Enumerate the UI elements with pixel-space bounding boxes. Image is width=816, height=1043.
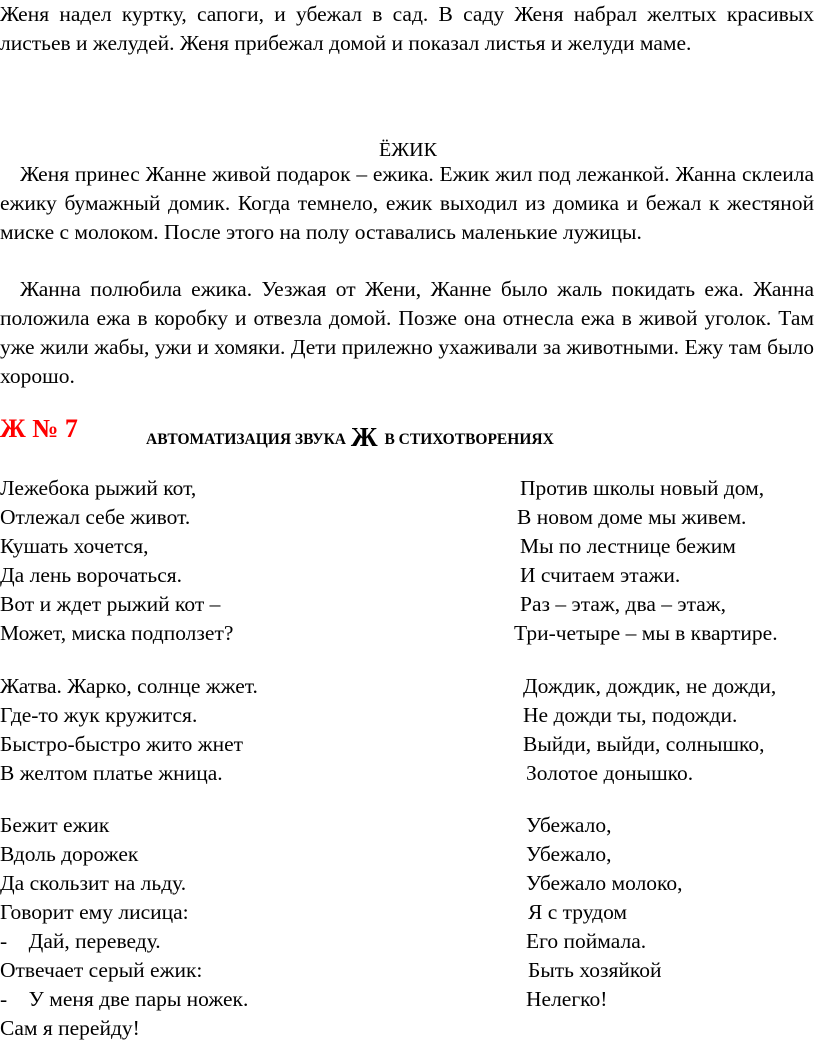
poem-line: Золотое донышко. — [526, 761, 694, 785]
poem-line: И считаем этажи. — [520, 563, 681, 587]
poem-3-left-column — [0, 811, 248, 1043]
poem-line: Раз – этаж, два – этаж, — [520, 592, 727, 616]
poem-line: Убежало, — [526, 813, 612, 837]
poem-line: Отвечает серый ежик: — [0, 958, 203, 982]
poem-line: Сам я перейду! — [0, 1016, 140, 1040]
poem-line: Дождик, дождик, не дожди, — [523, 674, 777, 698]
poem-line: Убежало молоко, — [526, 871, 683, 895]
story-paragraph: Жанна полюбила ежика. Уезжая от Жени, Жанне было жаль покидать ежа. Жанна положила ежа в коробку и отвезла домой. Позже она отнесла ежа в живой уголок. Там уже жили жабы, ужи и хомяки. Дети прилежно ухаживали за животными. Ежу там было хорошо. — [0, 277, 814, 388]
poem-line: Быстро-быстро жито жнет — [0, 732, 244, 756]
poem-line: Может, миска подползет? — [0, 621, 234, 645]
section-number: Ж № 7 — [0, 414, 78, 443]
poem-line: Отлежал себе живот. — [0, 505, 191, 529]
poem-line: Мы по лестнице бежим — [520, 534, 736, 558]
poem-2-left-column — [0, 672, 258, 788]
poem-line: Быть хозяйкой — [528, 958, 662, 982]
poem-line: Нелегко! — [526, 987, 608, 1011]
section-title-letter: Ж — [350, 422, 378, 452]
poem-line: - Дай, переведу. — [0, 929, 161, 953]
poem-1-right-column — [514, 474, 778, 648]
poem-line: Жатва. Жарко, солнце жжет. — [0, 674, 258, 698]
section-title-after: В СТИХОТВОРЕНИЯХ — [384, 431, 554, 448]
poem-line: Кушать хочется, — [0, 534, 149, 558]
poem-line: Где-то жук кружится. — [0, 703, 198, 727]
poem-2-right-column — [523, 672, 776, 788]
poem-line: Его поймала. — [526, 929, 647, 953]
section-heading — [0, 412, 816, 452]
poem-line: Да лень ворочаться. — [0, 563, 183, 587]
poem-line: Бежит ежик — [0, 813, 110, 837]
poem-line: Выйди, выйди, солнышко, — [523, 732, 765, 756]
poem-line: Не дожди ты, подожди. — [523, 703, 738, 727]
poem-line: Три-четыре – мы в квартире. — [514, 621, 778, 645]
poem-line: В новом доме мы живем. — [517, 505, 747, 529]
poem-1-left-column — [0, 474, 233, 648]
poem-line: Я с трудом — [528, 900, 628, 924]
poem-line: В желтом платье жница. — [0, 761, 223, 785]
poem-line: Вдоль дорожек — [0, 842, 139, 866]
section-title-before: АВТОМАТИЗАЦИЯ ЗВУКА — [146, 431, 347, 448]
poem-line: - У меня две пары ножек. — [0, 987, 249, 1011]
poem-line: Говорит ему лисица: — [0, 900, 189, 924]
poem-line: Да скользит на льду. — [0, 871, 187, 895]
poem-line: Лежебока рыжий кот, — [0, 476, 197, 500]
poem-3-right-column — [526, 811, 683, 1014]
intro-paragraph: Женя надел куртку, сапоги, и убежал в сад. В саду Женя набрал желтых красивых листьев и желудей. Женя прибежал домой и показал листья и желуди маме. — [0, 2, 814, 55]
story-title: ЁЖИК — [379, 139, 437, 161]
poem-line: Против школы новый дом, — [520, 476, 765, 500]
story-paragraph: Женя принес Жанне живой подарок – ежика. Ежик жил под лежанкой. Жанна склеила ежику бумажный домик. Когда темнело, ежик выходил из домика и бежал к жестяной миске с молоком. После этого на полу оставались маленькие лужицы. — [0, 162, 814, 244]
poem-line: Убежало, — [526, 842, 612, 866]
poem-line: Вот и ждет рыжий кот – — [0, 592, 221, 616]
section-title — [146, 420, 554, 451]
